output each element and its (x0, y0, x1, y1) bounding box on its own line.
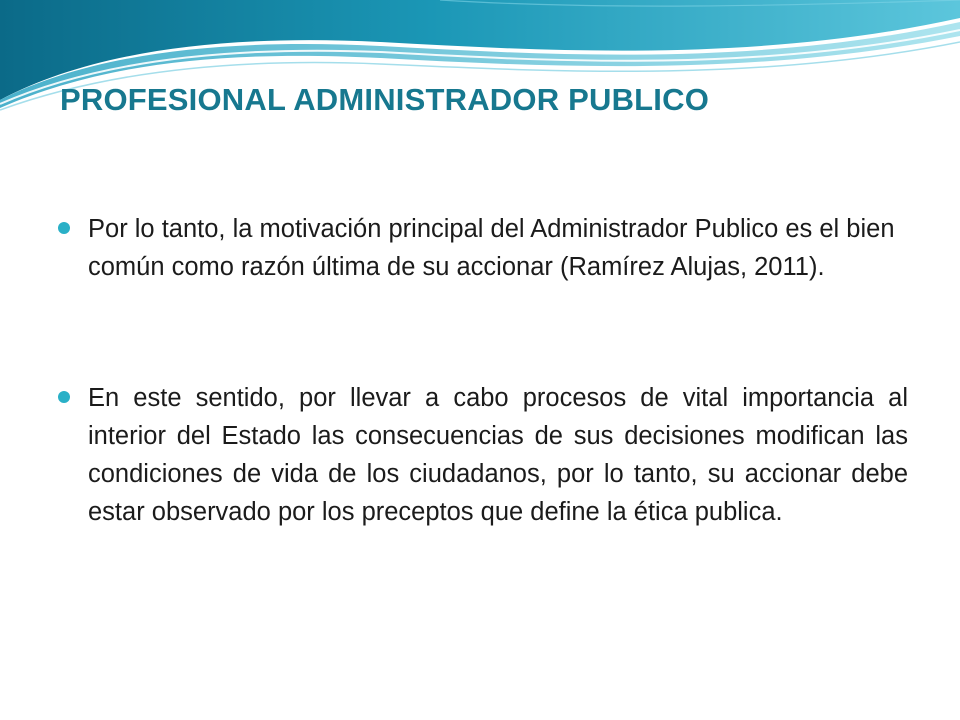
slide-title: PROFESIONAL ADMINISTRADOR PUBLICO (60, 82, 710, 117)
bullet-list (58, 210, 908, 531)
bullet-item (58, 379, 908, 531)
bullet-dot-icon (58, 391, 70, 403)
bullet-dot-icon (58, 222, 70, 234)
bullet-item (58, 210, 908, 286)
bullet-text: En este sentido, por llevar a cabo procesos de vital importancia al interior del Estado las consecuencias de sus decisiones modifican las condiciones de vida de los ciudadanos, por lo tanto, su accionar debe estar observado por los preceptos que define la ética publica. (88, 384, 908, 526)
bullet-text: Por lo tanto, la motivación principal del Administrador Publico es el bien común como razón última de su accionar (Ramírez Alujas, 2011). (88, 215, 895, 281)
